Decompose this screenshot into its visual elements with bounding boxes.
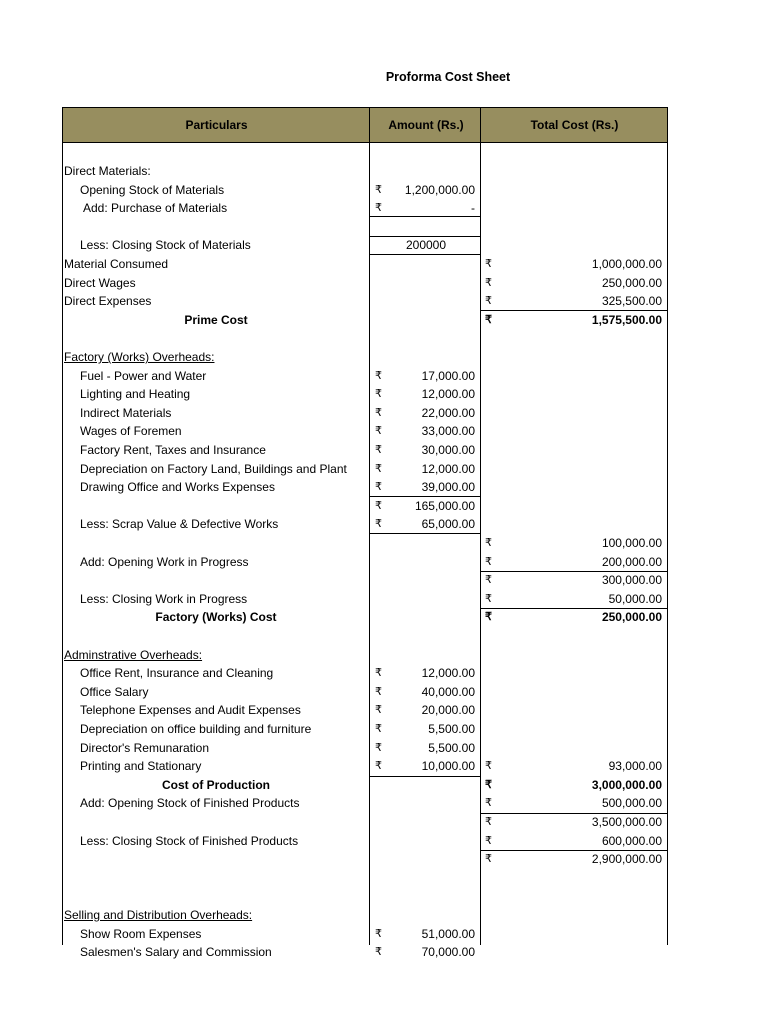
table-row bbox=[62, 404, 668, 423]
row-label: Wages of Foremen bbox=[80, 424, 182, 439]
row-label: Add: Purchase of Materials bbox=[83, 201, 228, 216]
table-row bbox=[62, 794, 668, 813]
total-value: 3,000,000.00 bbox=[591, 777, 662, 792]
table-row bbox=[62, 739, 668, 758]
table-row bbox=[62, 385, 668, 404]
table-row bbox=[62, 460, 668, 479]
currency-symbol: ₹ bbox=[485, 778, 492, 791]
table-row bbox=[62, 925, 668, 944]
amount-value: 22,000.00 bbox=[421, 405, 475, 420]
rule-line bbox=[480, 608, 668, 609]
table-row bbox=[62, 701, 668, 720]
header-total: Total Cost (Rs.) bbox=[530, 118, 619, 132]
amount-value: 65,000.00 bbox=[421, 517, 475, 532]
rule-line bbox=[480, 850, 668, 851]
currency-symbol: ₹ bbox=[485, 258, 492, 270]
amount-value: 12,000.00 bbox=[421, 461, 475, 476]
currency-symbol: ₹ bbox=[485, 555, 492, 568]
currency-symbol: ₹ bbox=[375, 946, 382, 959]
table-row bbox=[62, 478, 668, 497]
row-label: Direct Wages bbox=[64, 275, 136, 290]
amount-value: 33,000.00 bbox=[421, 424, 475, 439]
row-label: Indirect Materials bbox=[80, 405, 172, 420]
table-row bbox=[62, 534, 668, 553]
total-value: 200,000.00 bbox=[601, 554, 662, 569]
row-label: Printing and Stationary bbox=[80, 759, 202, 774]
row-label: Factory (Works) Overheads: bbox=[64, 350, 215, 364]
amount-value: 20,000.00 bbox=[421, 703, 475, 718]
rule-line bbox=[369, 776, 481, 777]
total-value: 93,000.00 bbox=[608, 759, 662, 774]
header-amount: Amount (Rs.) bbox=[388, 118, 464, 132]
currency-symbol: ₹ bbox=[375, 425, 382, 438]
row-label: Add: Opening Work in Progress bbox=[80, 554, 249, 569]
amount-value: 12,000.00 bbox=[421, 666, 475, 681]
currency-symbol: ₹ bbox=[375, 406, 382, 419]
currency-symbol: ₹ bbox=[375, 388, 382, 401]
table-row bbox=[62, 441, 668, 460]
total-value: 3,500,000.00 bbox=[591, 815, 662, 829]
table-row bbox=[62, 869, 668, 888]
amount-value: 10,000.00 bbox=[421, 759, 475, 774]
currency-symbol: ₹ bbox=[485, 537, 492, 549]
row-label: Factory Rent, Taxes and Insurance bbox=[80, 443, 266, 457]
table-row bbox=[62, 906, 668, 925]
table-row bbox=[62, 590, 668, 609]
amount-value: - bbox=[471, 201, 475, 216]
amount-value: 39,000.00 bbox=[421, 480, 475, 495]
table-row bbox=[62, 515, 668, 534]
row-label: Less: Closing Stock of Materials bbox=[80, 238, 251, 253]
table-row bbox=[62, 664, 668, 683]
table-row bbox=[62, 181, 668, 200]
table-row bbox=[62, 627, 668, 646]
table-row bbox=[62, 683, 668, 702]
row-label: Office Salary bbox=[80, 684, 149, 699]
row-label: Telephone Expenses and Audit Expenses bbox=[80, 703, 301, 718]
currency-symbol: ₹ bbox=[485, 276, 492, 289]
table-row bbox=[62, 553, 668, 572]
table-row bbox=[62, 274, 668, 293]
currency-symbol: ₹ bbox=[375, 481, 382, 494]
rule-line bbox=[369, 533, 481, 534]
table-row bbox=[62, 887, 668, 906]
cost-sheet-table bbox=[62, 107, 668, 960]
total-value: 250,000.00 bbox=[601, 275, 662, 290]
rule-line bbox=[369, 236, 481, 237]
currency-symbol: ₹ bbox=[485, 797, 492, 810]
table-row bbox=[62, 608, 668, 627]
row-label: Salesmen's Salary and Commission bbox=[80, 945, 272, 960]
amount-value: 40,000.00 bbox=[421, 684, 475, 699]
rule-line bbox=[480, 310, 668, 311]
currency-symbol: ₹ bbox=[375, 760, 382, 773]
row-label: Drawing Office and Works Expenses bbox=[80, 480, 275, 495]
amount-value: 17,000.00 bbox=[421, 368, 475, 383]
total-value: 300,000.00 bbox=[601, 573, 662, 588]
table-row bbox=[62, 813, 668, 832]
row-label: Opening Stock of Materials bbox=[80, 182, 225, 197]
row-label: Director's Remunaration bbox=[80, 740, 210, 755]
sheet-title: Proforma Cost Sheet bbox=[385, 70, 511, 84]
row-label: Less: Closing Work in Progress bbox=[80, 591, 248, 606]
currency-symbol: ₹ bbox=[485, 574, 492, 587]
amount-value: 70,000.00 bbox=[421, 945, 475, 960]
row-label: Fuel - Power and Water bbox=[80, 368, 207, 383]
currency-symbol: ₹ bbox=[375, 369, 382, 382]
currency-symbol: ₹ bbox=[485, 592, 492, 605]
amount-value: 5,500.00 bbox=[428, 740, 475, 755]
row-label: Add: Opening Stock of Finished Products bbox=[80, 796, 300, 811]
row-label: Adminstrative Overheads: bbox=[64, 647, 203, 662]
row-label: Selling and Distribution Overheads: bbox=[64, 908, 253, 922]
amount-value: 1,200,000.00 bbox=[404, 182, 475, 197]
table-row bbox=[62, 757, 668, 776]
total-value: 500,000.00 bbox=[601, 796, 662, 811]
currency-symbol: ₹ bbox=[375, 723, 382, 735]
row-label: Less: Scrap Value & Defective Works bbox=[80, 517, 279, 532]
total-value: 325,500.00 bbox=[601, 294, 662, 309]
currency-symbol: ₹ bbox=[485, 853, 492, 866]
table-row bbox=[62, 720, 668, 739]
currency-symbol: ₹ bbox=[375, 444, 382, 456]
amount-value: 5,500.00 bbox=[428, 722, 475, 736]
rule-line bbox=[369, 254, 481, 255]
currency-symbol: ₹ bbox=[375, 462, 382, 475]
currency-symbol: ₹ bbox=[375, 927, 382, 940]
currency-symbol: ₹ bbox=[485, 816, 492, 828]
currency-symbol: ₹ bbox=[375, 518, 382, 531]
row-label: Cost of Production bbox=[162, 777, 270, 792]
currency-symbol: ₹ bbox=[375, 183, 382, 196]
total-value: 50,000.00 bbox=[608, 591, 662, 606]
total-value: 600,000.00 bbox=[601, 833, 662, 848]
currency-symbol: ₹ bbox=[485, 611, 492, 624]
table-row bbox=[62, 162, 668, 181]
amount-value: 200000 bbox=[405, 238, 447, 253]
table-row bbox=[62, 850, 668, 869]
row-label: Less: Closing Stock of Finished Products bbox=[80, 833, 299, 848]
table-row bbox=[62, 218, 668, 237]
row-label: Lighting and Heating bbox=[80, 387, 191, 402]
table-row bbox=[62, 255, 668, 274]
currency-symbol: ₹ bbox=[485, 313, 492, 326]
row-label: Direct Materials: bbox=[64, 164, 151, 178]
table-row bbox=[62, 497, 668, 516]
row-label: Prime Cost bbox=[184, 312, 248, 327]
amount-value: 30,000.00 bbox=[421, 443, 475, 457]
amount-value: 12,000.00 bbox=[421, 387, 475, 402]
rule-line bbox=[369, 216, 481, 217]
currency-symbol: ₹ bbox=[375, 685, 382, 698]
amount-value: 51,000.00 bbox=[421, 926, 475, 941]
total-value: 250,000.00 bbox=[601, 610, 662, 625]
table-header bbox=[62, 107, 668, 143]
table-row bbox=[62, 832, 668, 851]
table-row bbox=[62, 199, 668, 218]
header-particulars: Particulars bbox=[185, 118, 248, 132]
row-label: Depreciation on office building and furniture bbox=[80, 722, 312, 736]
currency-symbol: ₹ bbox=[485, 760, 492, 773]
row-label: Show Room Expenses bbox=[80, 926, 202, 941]
table-row bbox=[62, 367, 668, 386]
table-row bbox=[62, 348, 668, 367]
table-row bbox=[62, 422, 668, 441]
currency-symbol: ₹ bbox=[375, 704, 382, 717]
row-label: Depreciation on Factory Land, Buildings and Plant bbox=[80, 461, 347, 476]
table-row bbox=[62, 571, 668, 590]
total-value: 1,000,000.00 bbox=[591, 257, 662, 271]
currency-symbol: ₹ bbox=[375, 499, 382, 512]
amount-value: 165,000.00 bbox=[414, 498, 475, 513]
total-value: 1,575,500.00 bbox=[591, 312, 662, 327]
rule-line bbox=[480, 813, 668, 814]
currency-symbol: ₹ bbox=[485, 295, 492, 308]
total-value: 2,900,000.00 bbox=[591, 852, 662, 867]
table-row bbox=[62, 292, 668, 311]
currency-symbol: ₹ bbox=[485, 834, 492, 847]
table-row bbox=[62, 943, 668, 962]
table-row bbox=[62, 236, 668, 255]
currency-symbol: ₹ bbox=[375, 741, 382, 754]
row-label: Office Rent, Insurance and Cleaning bbox=[80, 666, 274, 681]
total-value: 100,000.00 bbox=[601, 536, 662, 550]
currency-symbol: ₹ bbox=[375, 202, 382, 215]
currency-symbol: ₹ bbox=[375, 667, 382, 680]
row-label: Direct Expenses bbox=[64, 294, 152, 309]
table-row bbox=[62, 646, 668, 665]
row-label: Factory (Works) Cost bbox=[155, 610, 277, 625]
row-label: Material Consumed bbox=[64, 257, 169, 271]
table-row bbox=[62, 311, 668, 330]
table-row bbox=[62, 329, 668, 348]
rule-line bbox=[480, 571, 668, 572]
table-row bbox=[62, 776, 668, 795]
rule-line bbox=[369, 496, 481, 497]
